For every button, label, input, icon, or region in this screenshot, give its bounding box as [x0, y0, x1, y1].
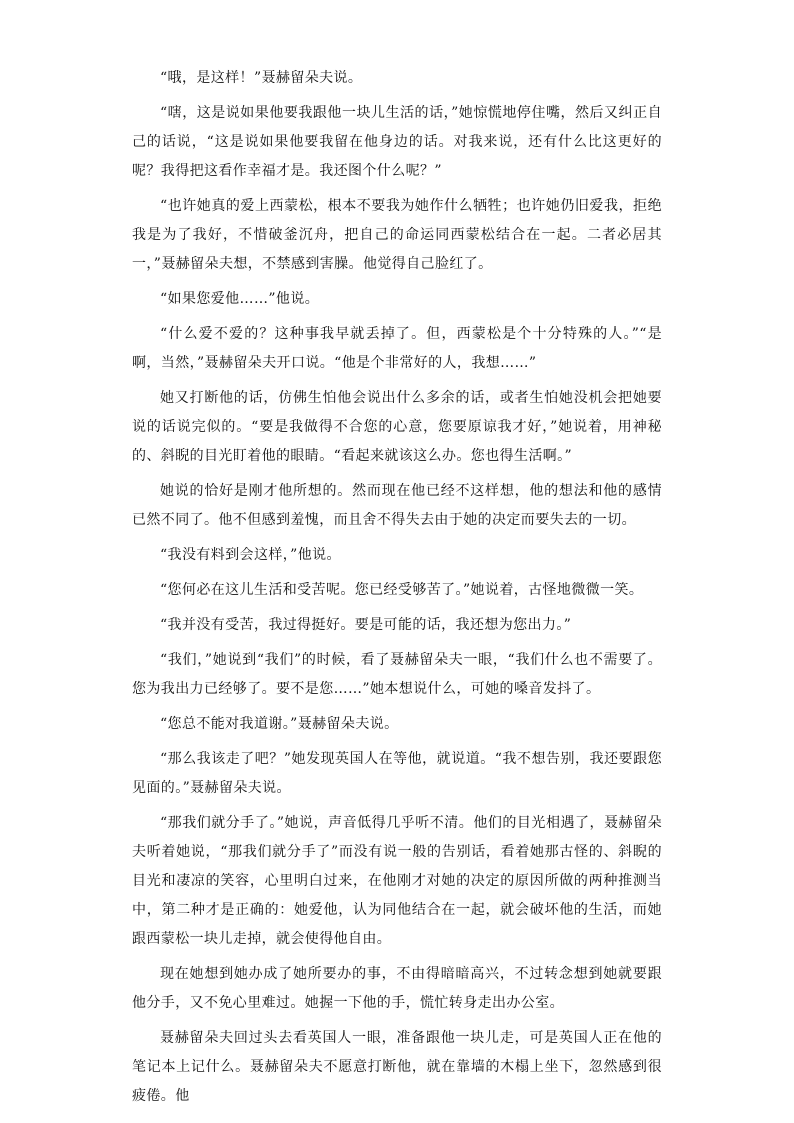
paragraph: “那我们就分手了。”她说，声音低得几乎听不清。他们的目光相遇了，聂赫留朵夫听着她说，“那我们就分手了”而没有说一般的告别话，看着她那古怪的、斜睨的目光和凄凉的笑容，心里明白过来，在他刚才对她的决定的原因所做的两种推测当中，第二种才是正确的：她爱他，认为同他结合在一起，就会破坏他的生活，而她跟西蒙松一块儿走掉，就会使得他自由。	[132, 815, 662, 947]
paragraph: “什么爱不爱的？这种事我早就丢掉了。但，西蒙松是个十分特殊的人。”“是啊，当然，”聂赫留朵夫开口说。“他是个非常好的人，我想……”	[132, 326, 662, 371]
paragraph: “您总不能对我道谢。”聂赫留朵夫说。	[160, 716, 399, 732]
paragraph: “那么我该走了吧？”她发现英国人在等他，就说道。“我不想告别，我还要跟您见面的。”聂赫留朵夫说。	[132, 751, 662, 796]
paragraph: 聂赫留朵夫回过头去看英国人一眼，准备跟他一块儿走，可是英国人正在他的笔记本上记什么。聂赫留朵夫不愿意打断他，就在靠墙的木榻上坐下，忽然感到很疲倦。他	[132, 1030, 662, 1104]
paragraph: “我没有料到会这样，”他说。	[160, 547, 341, 563]
paragraph: 她说的恰好是刚才他所想的。然而现在他已经不这样想，他的想法和他的感情已然不同了。他不但感到羞愧，而且舍不得失去由于她的决定而要失去的一切。	[132, 483, 662, 528]
paragraph: “嗐，这是说如果他要我跟他一块儿生活的话，”她惊慌地停住嘴，然后又纠正自己的话说，“这是说如果他要我留在他身边的话。对我来说，还有什么比这更好的呢？我得把这看作幸福才是。我还图个什么呢？”	[132, 105, 662, 179]
paragraph: “我们，”她说到“我们”的时候，看了聂赫留朵夫一眼，“我们什么也不需要了。您为我出力已经够了。要不是您……”她本想说什么，可她的嗓音发抖了。	[132, 652, 662, 697]
paragraph: “哦，是这样！”聂赫留朵夫说。	[160, 70, 363, 86]
paragraph: “您何必在这儿生活和受苦呢。您已经受够苦了。”她说着，古怪地微微一笑。	[160, 582, 644, 598]
paragraph: 她又打断他的话，仿佛生怕他会说出什么多余的话，或者生怕她没机会把她要说的话说完似的。“要是我做得不合您的心意，您要原谅我才好，”她说着，用神秘的、斜睨的目光盯着他的眼睛。“看起来就该这么办。您也得生活啊。”	[132, 390, 662, 464]
paragraph: 现在她想到她办成了她所要办的事，不由得暗暗高兴，不过转念想到她就要跟他分手，又不免心里难过。她握一下他的手，慌忙转身走出办公室。	[132, 966, 662, 1011]
paragraph: “如果您爱他……”他说。	[160, 291, 320, 307]
document-body	[132, 64, 662, 1117]
paragraph: “也许她真的爱上西蒙松，根本不要我为她作什么牺牲；也许她仍旧爱我，拒绝我是为了我好，不惜破釜沉舟，把自己的命运同西蒙松结合在一起。二者必居其一，”聂赫留朵夫想，不禁感到害臊。他觉得自己脸红了。	[132, 198, 662, 272]
paragraph: “我并没有受苦，我过得挺好。要是可能的话，我还想为您出力。”	[160, 617, 572, 633]
